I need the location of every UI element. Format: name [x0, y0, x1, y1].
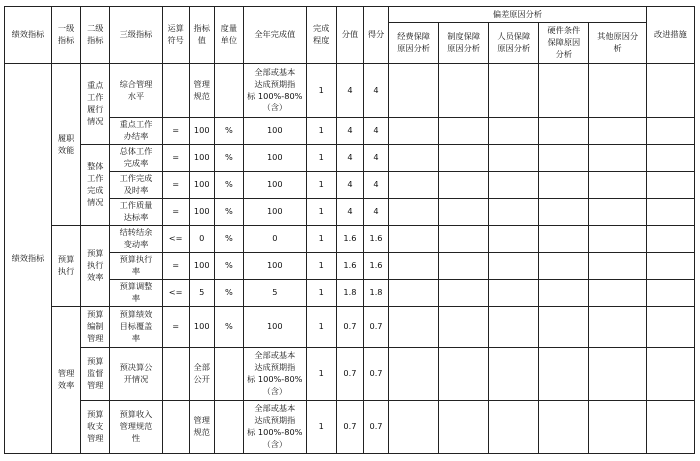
- empty-cell: [589, 145, 646, 172]
- unit-cell: [214, 401, 243, 454]
- header-degree: 完成 程度: [306, 7, 336, 64]
- degree-cell: 1: [306, 401, 336, 454]
- empty-cell: [589, 253, 646, 280]
- obtained-cell: 4: [364, 145, 389, 172]
- value-cell: 100: [189, 307, 214, 348]
- empty-cell: [389, 145, 439, 172]
- empty-cell: [646, 145, 694, 172]
- header-deviation-group: 偏差原因分析: [389, 7, 647, 23]
- empty-cell: [646, 348, 694, 401]
- operator-cell: [162, 401, 189, 454]
- unit-cell: %: [214, 199, 243, 226]
- score-cell: 4: [336, 199, 363, 226]
- empty-cell: [589, 64, 646, 118]
- value-cell: 100: [189, 118, 214, 145]
- header-value: 指标 值: [189, 7, 214, 64]
- header-improvement: 改进措施: [646, 7, 694, 64]
- header-operator: 运算 符号: [162, 7, 189, 64]
- header-level2: 二级 指标: [81, 7, 110, 64]
- score-cell: 1.6: [336, 226, 363, 253]
- empty-cell: [439, 172, 489, 199]
- annual-value-cell: 全部或基本 达成预期指 标 100%-80% （含）: [243, 64, 306, 118]
- level3-cell: 预算绩效 目标覆盖 率: [110, 307, 162, 348]
- obtained-cell: 1.6: [364, 226, 389, 253]
- empty-cell: [439, 280, 489, 307]
- annual-value-cell: 100: [243, 307, 306, 348]
- level2-budget-efficiency: 预算 执行 效率: [81, 226, 110, 307]
- operator-cell: <=: [162, 280, 189, 307]
- value-cell: 100: [189, 145, 214, 172]
- empty-cell: [489, 280, 539, 307]
- empty-cell: [439, 199, 489, 226]
- operator-cell: =: [162, 199, 189, 226]
- empty-cell: [589, 307, 646, 348]
- level2-overall-work: 整体 工作 完成 情况: [81, 145, 110, 226]
- degree-cell: 1: [306, 280, 336, 307]
- degree-cell: 1: [306, 348, 336, 401]
- empty-cell: [646, 401, 694, 454]
- table-row: [5, 64, 695, 118]
- header-dev-system: 制度保障 原因分析: [439, 23, 489, 64]
- level3-cell: 预决算公 开情况: [110, 348, 162, 401]
- level3-cell: 预算调整 率: [110, 280, 162, 307]
- empty-cell: [539, 118, 589, 145]
- score-cell: 0.7: [336, 401, 363, 454]
- annual-value-cell: 100: [243, 172, 306, 199]
- annual-value-cell: 100: [243, 253, 306, 280]
- header-dev-hardware: 硬件条件 保障原因 分析: [539, 23, 589, 64]
- empty-cell: [589, 199, 646, 226]
- score-cell: 0.7: [336, 348, 363, 401]
- score-cell: 4: [336, 118, 363, 145]
- empty-cell: [489, 172, 539, 199]
- empty-cell: [439, 64, 489, 118]
- empty-cell: [646, 118, 694, 145]
- header-dev-funding: 经费保障 原因分析: [389, 23, 439, 64]
- obtained-cell: 1.8: [364, 280, 389, 307]
- level3-cell: 工作质量 达标率: [110, 199, 162, 226]
- unit-cell: %: [214, 172, 243, 199]
- level3-cell: 结转结余 变动率: [110, 226, 162, 253]
- value-cell: 5: [189, 280, 214, 307]
- degree-cell: 1: [306, 199, 336, 226]
- empty-cell: [589, 280, 646, 307]
- score-cell: 0.7: [336, 307, 363, 348]
- degree-cell: 1: [306, 226, 336, 253]
- empty-cell: [389, 199, 439, 226]
- table-row: [5, 401, 695, 454]
- score-cell: 4: [336, 172, 363, 199]
- empty-cell: [439, 118, 489, 145]
- value-cell: 100: [189, 199, 214, 226]
- empty-cell: [646, 280, 694, 307]
- empty-cell: [646, 226, 694, 253]
- unit-cell: %: [214, 226, 243, 253]
- operator-cell: =: [162, 253, 189, 280]
- table-row: [5, 226, 695, 253]
- unit-cell: %: [214, 253, 243, 280]
- header-unit: 度量 单位: [214, 7, 243, 64]
- level1-budget-execution: 预算 执行: [51, 226, 80, 307]
- empty-cell: [539, 226, 589, 253]
- header-performance: 绩效指标: [5, 7, 52, 64]
- level3-cell: 预算执行 率: [110, 253, 162, 280]
- empty-cell: [389, 172, 439, 199]
- header-level1: 一级 指标: [51, 7, 80, 64]
- unit-cell: %: [214, 280, 243, 307]
- score-cell: 1.6: [336, 253, 363, 280]
- obtained-cell: 0.7: [364, 348, 389, 401]
- empty-cell: [389, 64, 439, 118]
- operator-cell: =: [162, 172, 189, 199]
- empty-cell: [389, 348, 439, 401]
- obtained-cell: 4: [364, 199, 389, 226]
- empty-cell: [539, 64, 589, 118]
- empty-cell: [539, 307, 589, 348]
- empty-cell: [439, 401, 489, 454]
- empty-cell: [489, 199, 539, 226]
- empty-cell: [646, 64, 694, 118]
- operator-cell: =: [162, 145, 189, 172]
- empty-cell: [439, 307, 489, 348]
- performance-table: [4, 6, 695, 454]
- score-cell: 1.8: [336, 280, 363, 307]
- empty-cell: [589, 401, 646, 454]
- empty-cell: [489, 401, 539, 454]
- empty-cell: [439, 348, 489, 401]
- annual-value-cell: 100: [243, 199, 306, 226]
- annual-value-cell: 100: [243, 118, 306, 145]
- empty-cell: [589, 118, 646, 145]
- unit-cell: %: [214, 307, 243, 348]
- empty-cell: [389, 280, 439, 307]
- level3-cell: 总体工作 完成率: [110, 145, 162, 172]
- empty-cell: [489, 307, 539, 348]
- header-annual-value: 全年完成值: [243, 7, 306, 64]
- annual-value-cell: 全部或基本 达成预期指 标 100%-80% （含）: [243, 401, 306, 454]
- header-dev-other: 其他原因分 析: [589, 23, 646, 64]
- empty-cell: [489, 145, 539, 172]
- empty-cell: [439, 145, 489, 172]
- empty-cell: [646, 307, 694, 348]
- empty-cell: [539, 172, 589, 199]
- level2-budget-supervision: 预算 监督 管理: [81, 348, 110, 401]
- empty-cell: [539, 253, 589, 280]
- operator-cell: =: [162, 118, 189, 145]
- header-obtained: 得分: [364, 7, 389, 64]
- level1-management-efficiency: 管理 效率: [51, 307, 80, 454]
- level1-duty-efficiency: 履职 效能: [51, 64, 80, 226]
- degree-cell: 1: [306, 118, 336, 145]
- empty-cell: [489, 348, 539, 401]
- level3-cell: 工作完成 及时率: [110, 172, 162, 199]
- operator-cell: [162, 64, 189, 118]
- value-cell: 管理 规范: [189, 401, 214, 454]
- annual-value-cell: 100: [243, 145, 306, 172]
- obtained-cell: 4: [364, 118, 389, 145]
- operator-cell: [162, 348, 189, 401]
- empty-cell: [646, 253, 694, 280]
- degree-cell: 1: [306, 172, 336, 199]
- empty-cell: [539, 348, 589, 401]
- obtained-cell: 0.7: [364, 307, 389, 348]
- value-cell: 100: [189, 172, 214, 199]
- unit-cell: [214, 64, 243, 118]
- degree-cell: 1: [306, 307, 336, 348]
- level2-key-work: 重点 工作 履行 情况: [81, 64, 110, 145]
- empty-cell: [439, 253, 489, 280]
- operator-cell: <=: [162, 226, 189, 253]
- empty-cell: [589, 348, 646, 401]
- value-cell: 管理 规范: [189, 64, 214, 118]
- value-cell: 全部 公开: [189, 348, 214, 401]
- obtained-cell: 1.6: [364, 253, 389, 280]
- unit-cell: %: [214, 145, 243, 172]
- header-level3: 三级指标: [110, 7, 162, 64]
- empty-cell: [389, 307, 439, 348]
- empty-cell: [589, 226, 646, 253]
- empty-cell: [389, 401, 439, 454]
- degree-cell: 1: [306, 253, 336, 280]
- empty-cell: [539, 199, 589, 226]
- empty-cell: [489, 118, 539, 145]
- score-cell: 4: [336, 145, 363, 172]
- empty-cell: [389, 253, 439, 280]
- empty-cell: [389, 226, 439, 253]
- empty-cell: [439, 226, 489, 253]
- degree-cell: 1: [306, 145, 336, 172]
- score-cell: 4: [336, 64, 363, 118]
- empty-cell: [489, 64, 539, 118]
- unit-cell: %: [214, 118, 243, 145]
- empty-cell: [646, 199, 694, 226]
- empty-cell: [389, 118, 439, 145]
- performance-label: 绩效指标: [5, 64, 52, 454]
- obtained-cell: 4: [364, 64, 389, 118]
- empty-cell: [489, 226, 539, 253]
- empty-cell: [539, 145, 589, 172]
- degree-cell: 1: [306, 64, 336, 118]
- empty-cell: [539, 401, 589, 454]
- table-row: [5, 348, 695, 401]
- empty-cell: [539, 280, 589, 307]
- empty-cell: [589, 172, 646, 199]
- empty-cell: [489, 253, 539, 280]
- header-dev-staff: 人员保障 原因分析: [489, 23, 539, 64]
- level2-budget-revenue: 预算 收支 管理: [81, 401, 110, 454]
- empty-cell: [646, 172, 694, 199]
- obtained-cell: 0.7: [364, 401, 389, 454]
- annual-value-cell: 0: [243, 226, 306, 253]
- annual-value-cell: 全部或基本 达成预期指 标 100%-80% （含）: [243, 348, 306, 401]
- level2-budget-compilation: 预算 编制 管理: [81, 307, 110, 348]
- level3-cell: 预算收入 管理规范 性: [110, 401, 162, 454]
- header-row-1: [5, 7, 695, 23]
- level3-cell: 重点工作 办结率: [110, 118, 162, 145]
- obtained-cell: 4: [364, 172, 389, 199]
- header-score: 分值: [336, 7, 363, 64]
- table-row: [5, 145, 695, 172]
- value-cell: 100: [189, 253, 214, 280]
- table-row: [5, 307, 695, 348]
- annual-value-cell: 5: [243, 280, 306, 307]
- level3-cell: 综合管理 水平: [110, 64, 162, 118]
- value-cell: 0: [189, 226, 214, 253]
- unit-cell: [214, 348, 243, 401]
- operator-cell: =: [162, 307, 189, 348]
